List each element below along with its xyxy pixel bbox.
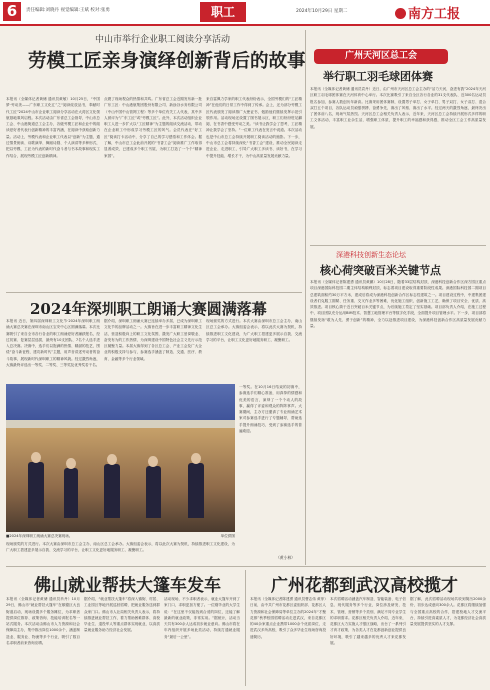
story6-col3: 据了解，此次招聘活动现场共收到简历2000余份，初步达成意向300余人。花都区将继续加强与全国重点高校的合作，搭建校地人才交流平台，持续引进高素质人才，为花都经济社会高质量发展提供坚实的人才支撑。 [410, 597, 486, 627]
story2-col1: 本报讯 近日，第四届深圳职工文化节·2024年深圳职工朗诵大赛总决赛在深圳市南山区宝安中心区圆满落幕。本次比赛吸引了来自全市各行各业的职工朗诵爱好者踊跃报名，经过初赛、复赛层层选拔，最终有10支团队、7名个人选手进入总决赛。决赛中，选手们以饱满的热情、精湛的技艺，围绕“奋斗新征程、建功新时代”主题，用声音讲述劳动者的奋斗故事，展现新时代深圳职工的精神风貌。经过激烈角逐，大赛最终评选出一等奖、二等奖、三等奖及优秀奖若干名。 [6, 319, 100, 368]
photo-credit: 单位供图 [220, 534, 235, 538]
story2-byline: （黄小林） [276, 555, 295, 560]
performer-head [191, 453, 201, 464]
performer-head [107, 454, 117, 465]
section-divider [6, 292, 302, 293]
newspaper-logo [395, 3, 487, 21]
brand-name: 南方工报 [408, 7, 461, 22]
story5-col2: 据介绍，“就业帮扶大篷车”将深入镇街、村居、工业园区等地开展巡回招聘，把就业服务送到群众家门口。佛山市人社局相关负责人表示，将持续推进就业帮扶工作，着力帮助困难群体、高校毕业生、退役军人等重点群体实现就业，以高质量就业服务助力经济社会发展。 [84, 597, 160, 633]
page-number: 6 [3, 2, 21, 21]
story4-kicker: 深港科技创新生态论坛 [336, 251, 406, 259]
story3-body: 本报讯（全媒体记者黄储 通讯员袁丹）近日，由广州市天河区总工会主办的“活力天河，奋进有我”2024年天河区职工羽毛球团体赛在天河体育中心举行。本次比赛吸引了来自全区各行各业的31支代表队、近300名运动员报名参加，参赛人数创历年新高。比赛采用团体赛制，设置男子单打、女子单打、男子双打、女子双打、混合双打五个项目，各队运动员顽强拼搏、奋勇争先，赛出了风格、赛出了水平。经过两天的激烈角逐，最终决出了团体前八名，现场气氛热烈。天河区总工会相关负责人表示，近年来，天河区总工会持续开展形式多样的职工文体活动，丰富职工业余生活，增强职工体质，提升职工的幸福感和获得感，推动全区工会工作高质量发展。 [310, 87, 486, 129]
story6-col1: 本报讯（全媒体记者陈建勇 通讯员曹志伟 黄菲）日前，由中共广州市花都区委组织部、花都区人力资源和社会保障局等单位主办的2024年“才聚花都”秋季校园招聘活动走进武汉，来自花都区的40余家重点企业携带1000余个优质岗位，走进武汉多所高校，吸引了众多毕业生现场咨询投递简历。 [250, 597, 326, 639]
performer-head [31, 452, 41, 463]
story6-headline: 广州花都到武汉高校揽才 [271, 576, 458, 596]
performer-head [66, 458, 76, 469]
column-rule [305, 30, 306, 565]
story2-col4: 一等奖。在10月16日结束的初赛中，参赛选手们精心准备，用真挚的情感和优美的语言，演绎了一个个动人的故事，赢得了评委和观众的阵阵掌声。大赛期间，主办方还邀请了专业朗诵艺术家对参赛选手进行了专题辅导，帮助选手提升朗诵技巧，受到了参赛选手的普遍欢迎。 [239, 385, 302, 434]
logo-mark-icon [395, 8, 406, 19]
performer-head [148, 456, 158, 467]
story5-col1: 本报讯（全媒体记者黄储 通讯员肖丹）10月29日，佛山市“就业帮扶大篷车”在顺德区大良街道启动，现场设置多个服务摊位，为求职者提供岗位推荐、政策咨询、技能培训报名等一站式服务。本次活动由佛山市人力资源和社会保障局主办，集中推出岗位1000余个，涵盖制造业、服务业、物流等多个行业，吸引了数百名求职者前来咨询应聘。 [6, 597, 80, 646]
story2-col2b: 现场颁奖的方式进行。本次大赛由深圳市总工会主办，南山区总工会承办。大赛组委会表示，将以此次大赛为契机，持续推进职工文化建设，为广大职工搭建更多展示自我、交流学习的平台，让职工文化更好地服务职工、凝聚职工。 [206, 319, 302, 342]
section-divider [310, 245, 486, 246]
story5-headline: 佛山就业帮扶大篷车发车 [34, 576, 221, 596]
story1-kicker: 中山市举行企业职工阅读分享活动 [95, 35, 231, 45]
page-header [0, 0, 490, 26]
story3-headline: 举行职工羽毛球团体赛 [323, 70, 433, 83]
story1-col2: 点燃了现场观众的热情和共鸣。广东省总工会近期发布新一批广东工匠：中山港航集团股份有限公司、新涂谷水务有限公司（中山中国中山管网工程）等多个单位有关工人代表，其中多人被评为“广东工匠”或“劳模工匠”。此外，本次活动组织企业职工人进一步扩大以“工匠精神”为主题的阅读交流活动，带动在企业职工中形成学习劳模工匠的风气。会员代表在“好工匠”阅读打卡活动中，分享了自己的学习感悟和工作体会。据了解，中山市总工会此前开展的“书香工会”阅读推广工作取得显著成效，已建成多个职工书屋，为职工打造了一个个“精神家园”。 [104, 97, 202, 158]
performer-figure [104, 464, 120, 518]
stage-banner [6, 420, 235, 428]
story1-col1: 本报讯（全媒体记者黄储 通讯员黄敏）10月25日，“中国梦·劳动美——广东职工文化汇”之“阅读绽放品书，奉献时代工匠”2024中山市企业职工阅读分享活动在大湾区文化领航基地乘风启程。本次活动由广东省总工会指导，中山市总工会、中山港街道总工会主办，各级劳模工匠和企业中的阅读爱好者代表行创新精神的丰富内涵，在阅读中获取创新力量。活动上，劳模代表和企业职工代表以“创新”为主题，通过情景朗读、诗歌演绎、舞蹈诗剧、个人演讲等多种形式，把以劳模、工匠为代表的新时代奋斗者与书本故事和现实工作结合，展现劳模工匠创新精神。 [6, 97, 100, 158]
editor-credits: 责任编辑:刘晓丹 视觉编辑:王斌 校对:张勇 [26, 8, 110, 13]
contest-photo [6, 384, 235, 532]
story2-headline: 2024年深圳职工朗诵大赛圆满落幕 [30, 300, 267, 318]
section-divider [6, 566, 486, 567]
section-title: 职工 [200, 2, 246, 22]
performer-figure [188, 463, 204, 518]
story1-col3: 来自雷佩力学家的职工代表纷纷表示，全国劳模们的“工匠精神”在他们的日常工作中得到了传承。会上，还为部分劳模工匠代表颁发了阅读推广大使证书，勉励他们继续发挥示范引领作用。活动现场还设置了图书展示区，职工们纷纷驻足翻阅，在书香中感受劳动之美。“读书让我学会了思考，工匠精神让我学会了坚持。”一位职工代表在发言中说道。本次活动也是中山市总工会持续开展职工阅读活动的缩影。下一步，中山市总工会将持续深化“书香工会”建设，推动全民阅读走进企业、走进职工，引导广大职工多读书、读好书，在学习中提升技能、增长才干，为中山高质量发展贡献力量。 [206, 97, 302, 158]
story3-tag: 广州天河区总工会 [314, 49, 448, 64]
photo-caption [6, 534, 235, 539]
story2-col2: 据介绍，深圳职工朗诵大赛已连续举办多届，已成为深圳职工文化节的品牌活动之一。大赛旨在进一步丰富职工精神文化生活，营造积极向上的职工文化氛围，激发广大职工爱岗敬业、奋发有为的工作热情，为深圳建设中国特色社会主义先行示范区凝聚力量。本届大赛得到了各区总工会、产业工会及广大企业的积极支持与参与，参赛选手涵盖了制造、交通、医疗、教育、金融等多个行业领域。 [104, 319, 202, 361]
performer-figure [28, 462, 44, 518]
issue-date: 2024年10月29日 星期二 [296, 9, 348, 14]
story4-headline: 核心荷突破百米关键节点 [320, 264, 441, 277]
column-rule [245, 570, 246, 686]
story2-after-photo: 现场颁奖的方式进行。本次大赛由深圳市总工会主办，南山区总工会承办。大赛组委会表示，将以此次大赛为契机，持续推进职工文化建设，为广大职工搭建更多展示自我、交流学习的平台，让职工文化更好地服务职工、凝聚职工。 [6, 542, 235, 553]
performer-figure [64, 468, 78, 518]
caption-text: ■2024年深圳职工朗诵大赛总决赛现场。 [6, 534, 73, 538]
story4-body: 本报讯（全媒体记者陈建勇 通讯员黄鹏）10月28日，随着33层结构封顶，深港科技创新合作区深方园区重点项目深港国际科技园二期主体结构顺利封顶，标志着项目建设取得重要阶段性成果。深港国际科技园二期项目总建筑面积约30万平方米，建成后将成为深港科技创新合作区标志性建筑之一。项目建设过程中，中建集团建设者们克服工期紧、任务重、交叉作业多等困难，优化施工组织，创新施工工艺，确保了项目安全、优质、高效推进。项目核心筒于近日突破百米关键节点，为后续施工奠定了坚实基础。项目部负责人介绍，在施工过程中，项目团队充分运用BIM技术、智慧工地管理平台等数字化手段，全面提升项目管理水平。下一步，项目部将继续发扬“敢为人先、勇于创新”的精神，全力以赴推进项目建设，为深港科技创新合作区高质量发展贡献力量。 [310, 280, 486, 329]
story5-col3: 活动现场，不少求职者表示，就业大篷车开到了家门口，求职更加方便了。一位刚毕业的大学生说：“在这里不仅能找到合适的岗位，还能了解最新的就业政策，非常实用。”据统计，活动当天共有300余人达成初步就业意向。佛山市将在年内组织开展多场此类活动，持续打通就业服务“最后一公里”。 [164, 597, 240, 639]
story6-col2: 本次招聘活动涵盖汽车制造、智能装备、电子信息、现代服务等多个行业，岗位涉及研发、技术、管理、营销等多个类别，满足不同专业学生的求职需求。花都区相关负责人介绍，近年来，花都区大力实施人才强区战略，出台了一系列引才育才政策，为各类人才在花都创新创业提供良好环境，吸引了越来越多的优秀人才来花都发展。 [330, 597, 406, 646]
performer-figure [146, 466, 161, 518]
story1-headline: 劳模工匠亲身演绎创新背后的故事 [28, 51, 306, 72]
